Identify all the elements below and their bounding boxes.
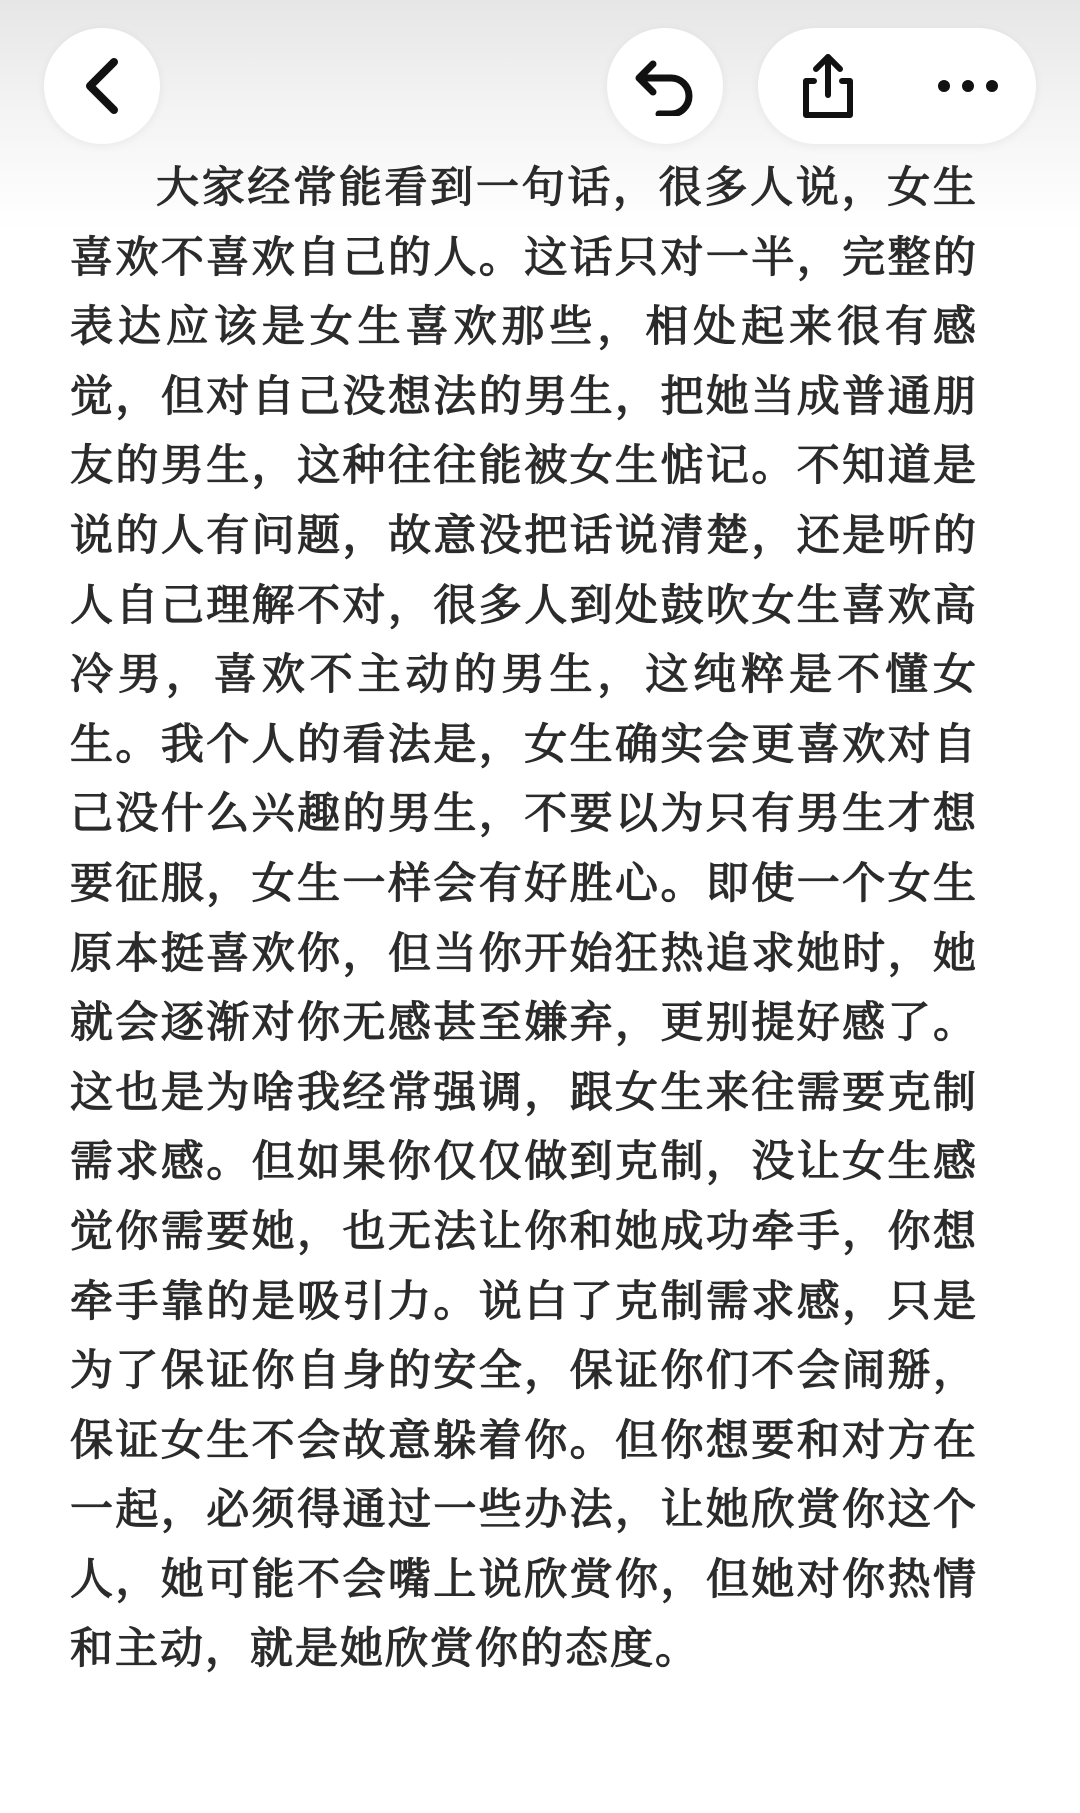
- more-button[interactable]: [908, 28, 1028, 144]
- article-body: 大家经常能看到一句话，很多人说，女生喜欢不喜欢自己的人。这话只对一半，完整的表达应该是女生喜欢那些，相处起来很有感觉，但对自己没想法的男生，把她当成普通朋友的男生，这种往往能被女生惦记。不知道是说的人有问题，故意没把话说清楚，还是听的人自己理解不对，很多人到处鼓吹女生喜欢高冷男，喜欢不主动的男生，这纯粹是不懂女生。我个人的看法是，女生确实会更喜欢对自己没什么兴趣的男生，不要以为只有男生才想要征服，女生一样会有好胜心。即使一个女生原本挺喜欢你，但当你开始狂热追求她时，她就会逐渐对你无感甚至嫌弃，更别提好感了。这也是为啥我经常强调，跟女生来往需要克制需求感。但如果你仅仅做到克制，没让女生感觉你需要她，也无法让你和她成功牵手，你想牵手靠的是吸引力。说白了克制需求感，只是为了保证你自身的安全，保证你们不会闹掰，保证女生不会故意躲着你。但你想要和对方在一起，必须得通过一些办法，让她欣赏你这个人，她可能不会嘴上说欣赏你，但她对你热情和主动，就是她欣赏你的态度。: [70, 163, 978, 1675]
- action-pill: [758, 28, 1036, 144]
- chevron-left-icon: [80, 56, 124, 116]
- back-button[interactable]: [44, 28, 160, 144]
- undo-arrow-icon: [633, 56, 697, 116]
- share-button[interactable]: [768, 28, 888, 144]
- more-horizontal-icon: [936, 78, 1000, 94]
- undo-button[interactable]: [607, 28, 723, 144]
- share-icon: [798, 51, 858, 121]
